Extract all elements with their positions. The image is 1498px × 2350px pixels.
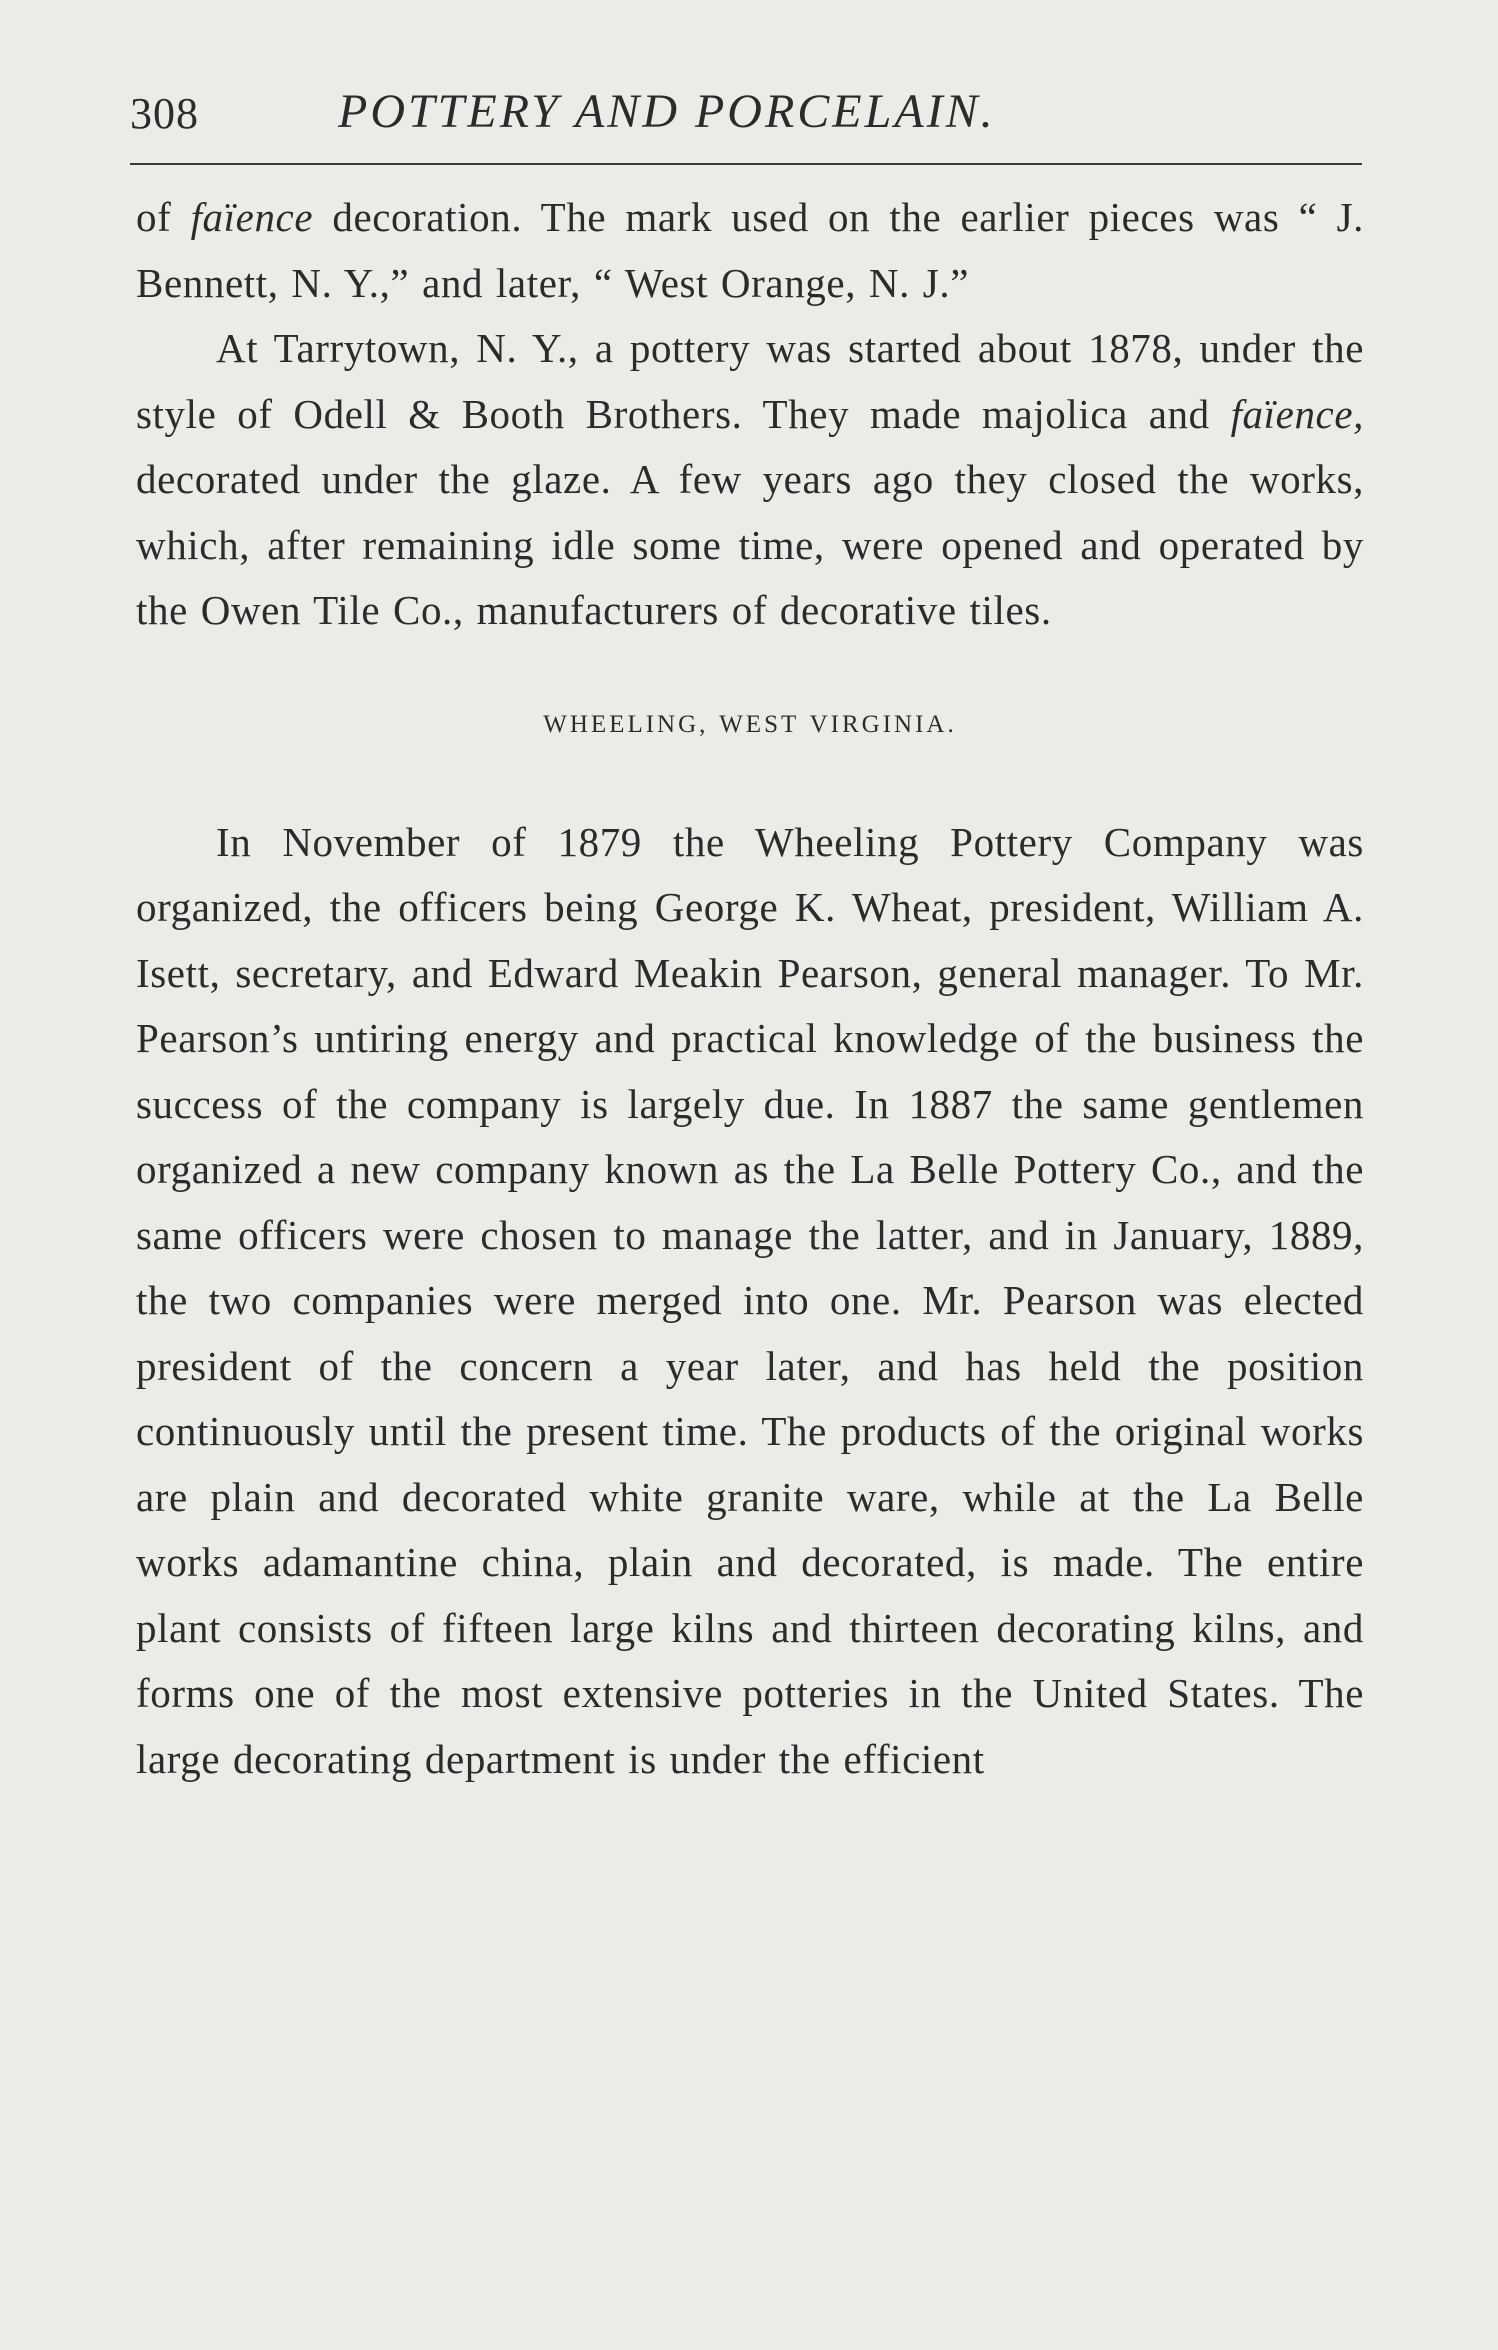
paragraph-text: At Tarrytown, N. Y., a pottery was started about 1878, under the style of Odell & Booth Brothers. They made majolica and <box>136 325 1364 437</box>
italic-term: faïence <box>190 194 314 240</box>
page-number: 308 <box>130 89 199 138</box>
paragraph-text: of <box>136 194 191 240</box>
paragraph-text: decoration. The mark used on the earlier pieces was “ J. Bennett, N. Y.,” and later, “ West Orange, N. J.” <box>136 194 1364 306</box>
body-text <box>136 185 1364 1792</box>
paragraph-faience-mark <box>136 185 1364 316</box>
running-title: POTTERY AND PORCELAIN. <box>338 85 996 138</box>
paragraph-text: decorated under the glaze. A few years ago they closed the works, which, after remaining idle some time, were opened and operated by the Owen Tile Co., manufacturers of decorative tiles. <box>136 456 1364 633</box>
running-head <box>130 80 1362 150</box>
paragraph-tarrytown <box>136 316 1364 644</box>
header-rule <box>130 163 1362 165</box>
section-heading: WHEELING, WEST VIRGINIA. <box>543 710 957 738</box>
italic-term: faïence, <box>1230 390 1364 437</box>
paragraph-wheeling: In November of 1879 the Wheeling Pottery Company was organized, the officers being George K. Wheat, president, William A. Isett, secretary, and Edward Meakin Pearson, general manager. To Mr. Pearson’s untiring energy and practical knowledge of the business the success of the company is largely due. In 1887 the same gentlemen organized a new company known as the La Belle Pottery Co., and the same officers were chosen to manage the latter, and in January, 1889, the two companies were merged into one. Mr. Pearson was elected president of the concern a year later, and has held the position continuously until the present time. The products of the original works are plain and decorated white granite ware, while at the La Belle works adamantine china, plain and decorated, is made. The entire plant consists of fifteen large kilns and thirteen decorating kilns, and forms one of the most extensive potteries in the United States. The large decorating department is under the efficient <box>136 818 1364 1782</box>
